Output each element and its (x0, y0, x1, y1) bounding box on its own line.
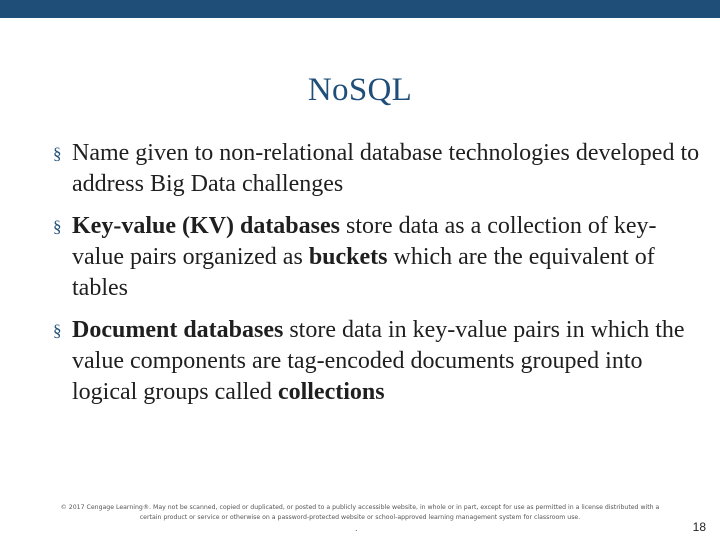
bullet-marker-icon: § (53, 321, 62, 340)
bullet-item (50, 138, 700, 200)
bullet-marker-icon: § (53, 217, 62, 236)
bullet-text: Name given to non-relational database technologies developed to address Big Data challenges (72, 140, 700, 197)
bullet-bold-term: collections (277, 379, 385, 405)
slide-title-text: NoSQL (307, 72, 413, 108)
copyright-notice: © 2017 Cengage Learning®. May not be scanned, copied or duplicated, or posted to a publicly accessible website, in whole or in part, except for use as permitted in a license distributed with a certain product or service or otherwise on a password-protected website or school-approved learning management system for classroom use. (60, 504, 660, 521)
slide-title (0, 72, 720, 109)
bullet-list (50, 138, 700, 419)
footer-dot: . (355, 524, 358, 533)
bullet-text: store data as a collection of key-value pairs organized as (72, 213, 657, 270)
bullet-text: which are the equivalent of tables (72, 244, 655, 301)
bullet-text: store data in key-value pairs in which the value components are tag-encoded documents grouped into logical groups called (72, 317, 685, 405)
bullet-marker-icon: § (53, 144, 62, 163)
bullet-bold-term: buckets (308, 244, 388, 270)
bullet-item (50, 211, 700, 304)
bullet-bold-term: Key-value (KV) databases (72, 213, 340, 239)
top-accent-bar (0, 0, 720, 18)
bullet-item (50, 315, 700, 408)
bullet-bold-term: Document databases (72, 317, 284, 343)
page-number: 18 (692, 520, 706, 534)
